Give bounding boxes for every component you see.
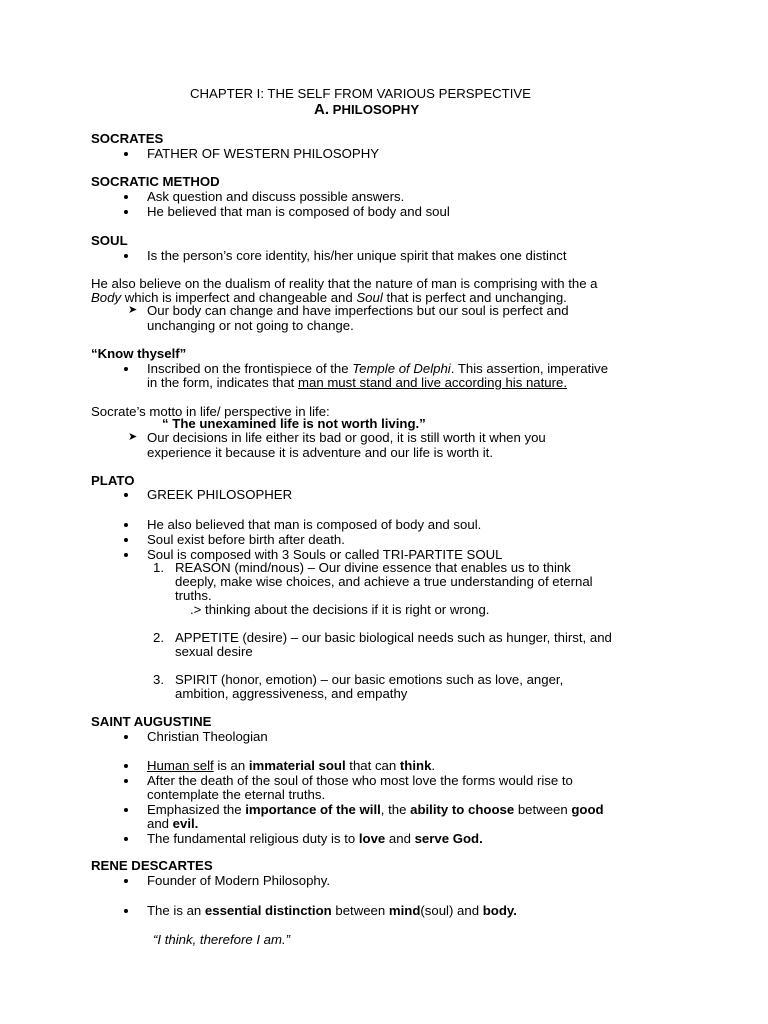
- plato-reason-line-1: REASON (mind/nous) – Our divine essence that enables us to think: [175, 560, 571, 575]
- plato-number-3: 3.: [153, 672, 164, 687]
- know-thyself-heading: “Know thyself”: [91, 346, 187, 361]
- plato-reason-line-3: truths.: [175, 588, 212, 603]
- inscription-underlined: man must stand and live according his nature.: [298, 375, 568, 390]
- socratic-method-bullet-1: Ask question and discuss possible answers.: [147, 189, 405, 204]
- soul-term: Soul: [356, 290, 383, 305]
- importance-of-will-term: importance of the will: [245, 802, 381, 817]
- augustine-bullet-3-line-2: contemplate the eternal truths.: [147, 787, 326, 802]
- dualism-text-end: that is perfect and unchanging.: [382, 290, 567, 305]
- descartes-bullet-2: [147, 903, 517, 918]
- motto-quote: “ The unexamined life is not worth living.”: [162, 416, 426, 431]
- dualism-arrow-1-cont: unchanging or not going to change.: [147, 318, 354, 333]
- essential-distinction-term: essential distinction: [204, 903, 332, 918]
- plato-reason-sub: .> thinking about the decisions if it is right or wrong.: [190, 602, 490, 617]
- inscription-text-end: . This assertion, imperative: [450, 361, 609, 376]
- chapter-title: CHAPTER I: THE SELF FROM VARIOUS PERSPECTIVE: [190, 86, 531, 101]
- body-term-descartes: body.: [482, 903, 517, 918]
- plato-bullet-1: GREEK PHILOSOPHER: [147, 487, 293, 502]
- augustine-bullet-4-line-1: [147, 802, 604, 817]
- think-term: think: [399, 758, 432, 773]
- soul-bullet-1: Is the person’s core identity, his/her unique spirit that makes one distinct: [147, 248, 567, 263]
- augustine-text: is an: [213, 758, 249, 773]
- bullet-icon: [124, 764, 128, 768]
- augustine-bullet-4-line-2: [147, 816, 198, 831]
- bullet-icon: [124, 779, 128, 783]
- duty-text-2: and: [385, 831, 415, 846]
- dualism-arrow-1: Our body can change and have imperfections but our soul is perfect and: [147, 303, 569, 318]
- augustine-bullet-5: [147, 831, 483, 846]
- dualism-text: which is imperfect and changeable and: [121, 290, 357, 305]
- bullet-icon: [124, 735, 128, 739]
- plato-bullet-4: Soul is composed with 3 Souls or called TRI-PARTITE SOUL: [147, 547, 503, 562]
- bullet-icon: [124, 195, 128, 199]
- descartes-heading: RENE DESCARTES: [91, 858, 213, 873]
- immaterial-soul-term: immaterial soul: [248, 758, 346, 773]
- temple-name: Temple of Delphi: [352, 361, 451, 376]
- augustine-will-text-2: , the: [380, 802, 411, 817]
- ability-to-choose-term: ability to choose: [410, 802, 515, 817]
- know-thyself-bullet-line-1: [147, 361, 608, 376]
- bullet-icon: [124, 523, 128, 527]
- human-self-term: Human self: [147, 758, 214, 773]
- mind-term: mind: [388, 903, 421, 918]
- bullet-icon: [124, 909, 128, 913]
- socrates-bullet-1: FATHER OF WESTERN PHILOSOPHY: [147, 146, 380, 161]
- plato-appetite-line-1: APPETITE (desire) – our basic biological needs such as hunger, thirst, and: [175, 630, 612, 645]
- augustine-bullet-3-line-1: After the death of the soul of those who most love the forms would rise to: [147, 773, 573, 788]
- body-term: Body: [91, 290, 122, 305]
- dualism-line-1: He also believe on the dualism of reality that the nature of man is comprising with the a: [91, 276, 598, 291]
- plato-bullet-2: He also believed that man is composed of body and soul.: [147, 517, 482, 532]
- plato-number-1: 1.: [153, 560, 164, 575]
- section-subtitle: [314, 102, 419, 117]
- descartes-quote: “I think, therefore I am.”: [153, 932, 291, 947]
- augustine-will-text-4: and: [147, 816, 173, 831]
- distinction-text-2: between: [331, 903, 389, 918]
- motto-arrow-1-cont: experience it because it is adventure and our life is worth it.: [147, 445, 493, 460]
- augustine-will-text-3: between: [514, 802, 572, 817]
- bullet-icon: [124, 367, 128, 371]
- know-thyself-bullet-line-2: [147, 375, 567, 390]
- bullet-icon: [124, 837, 128, 841]
- plato-reason-line-2: deeply, make wise choices, and achieve a true understanding of eternal: [175, 574, 593, 589]
- bullet-icon: [124, 493, 128, 497]
- plato-heading: PLATO: [91, 473, 135, 488]
- good-term: good: [571, 802, 604, 817]
- augustine-text-2: that can: [345, 758, 400, 773]
- socrates-heading: SOCRATES: [91, 131, 164, 146]
- bullet-icon: [124, 538, 128, 542]
- inscription-text-2: in the form, indicates that: [147, 375, 298, 390]
- bullet-icon: [124, 553, 128, 557]
- motto-line: Socrate’s motto in life/ perspective in life:: [91, 404, 330, 419]
- arrow-bullet-icon: ➤: [128, 431, 138, 443]
- augustine-bullet-1: Christian Theologian: [147, 729, 268, 744]
- descartes-bullet-1: Founder of Modern Philosophy.: [147, 873, 331, 888]
- plato-number-2: 2.: [153, 630, 164, 645]
- plato-spirit-line-2: ambition, aggressiveness, and empathy: [175, 686, 408, 701]
- augustine-heading: SAINT AUGUSTINE: [91, 714, 212, 729]
- bullet-icon: [124, 254, 128, 258]
- plato-bullet-3: Soul exist before birth after death.: [147, 532, 345, 547]
- distinction-text-3: (soul) and: [420, 903, 483, 918]
- bullet-icon: [124, 808, 128, 812]
- augustine-bullet-2: [147, 758, 435, 773]
- plato-spirit-line-1: SPIRIT (honor, emotion) – our basic emotions such as love, anger,: [175, 672, 564, 687]
- section-letter: A.: [314, 101, 329, 118]
- love-term: love: [358, 831, 386, 846]
- bullet-icon: [124, 879, 128, 883]
- socratic-method-bullet-2: He believed that man is composed of body and soul: [147, 204, 450, 219]
- serve-god-term: serve God.: [414, 831, 483, 846]
- plato-appetite-line-2: sexual desire: [175, 644, 253, 659]
- motto-arrow-1: Our decisions in life either its bad or good, it is still worth it when you: [147, 430, 546, 445]
- soul-heading: SOUL: [91, 233, 128, 248]
- augustine-text-end: .: [431, 758, 436, 773]
- socratic-method-heading: SOCRATIC METHOD: [91, 174, 220, 189]
- inscription-text: Inscribed on the frontispiece of the: [147, 361, 353, 376]
- bullet-icon: [124, 210, 128, 214]
- duty-text: The fundamental religious duty is to: [147, 831, 359, 846]
- distinction-text: The is an: [147, 903, 205, 918]
- section-name: PHILOSOPHY: [329, 102, 420, 117]
- augustine-will-text: Emphasized the: [147, 802, 246, 817]
- evil-term: evil.: [172, 816, 199, 831]
- arrow-bullet-icon: ➤: [128, 304, 138, 316]
- bullet-icon: [124, 152, 128, 156]
